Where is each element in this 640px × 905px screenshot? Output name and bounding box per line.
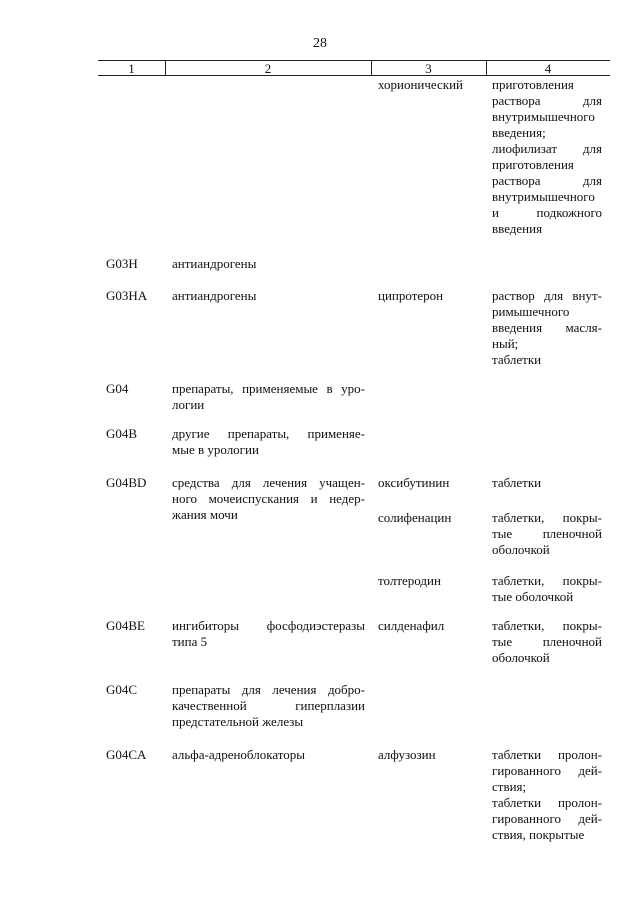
drug-name-line: силденафил xyxy=(378,618,445,633)
dosage-forms-line: таблетки xyxy=(492,352,542,367)
dosage-forms-line: таблетки, покры- xyxy=(492,573,602,588)
dosage-forms-line: тые пленочной xyxy=(492,634,602,649)
dosage-forms-line: внутримышечного xyxy=(492,109,595,124)
dosage-forms-cell xyxy=(492,288,602,368)
dosage-forms-line: введения масля- xyxy=(492,320,602,335)
pharmacological-group-line: препараты, применяемые в уро- xyxy=(172,381,365,396)
atc-code-cell: G04CA xyxy=(106,747,147,762)
dosage-forms-line: римышечного xyxy=(492,304,570,319)
dosage-forms-line: таблетки пролон- xyxy=(492,795,602,810)
drug-name-line: хорионический xyxy=(378,77,464,92)
dosage-forms-line: внутримышечного xyxy=(492,189,595,204)
dosage-forms-line: раствор для внут- xyxy=(492,288,602,303)
atc-code-cell: G03H xyxy=(106,256,138,271)
dosage-forms-line: тые оболочкой xyxy=(492,589,574,604)
atc-code-cell: G04BD xyxy=(106,475,147,490)
column-header-4: 4 xyxy=(544,61,552,76)
pharmacological-group-cell xyxy=(172,381,365,413)
atc-code-cell: G04C xyxy=(106,682,138,697)
dosage-forms-line: введения; xyxy=(492,125,546,140)
pharmacological-group-line: антиандрогены xyxy=(172,256,257,271)
drug-name-cell xyxy=(378,618,488,634)
pharmacological-group-line: жания мочи xyxy=(172,507,238,522)
dosage-forms-line: ствия; xyxy=(492,779,527,794)
atc-code-cell: G04BE xyxy=(106,618,145,633)
dosage-forms-cell xyxy=(492,618,602,666)
dosage-forms-line: таблетки, покры- xyxy=(492,618,602,633)
dosage-forms-line: приготовления xyxy=(492,77,574,92)
pharmacological-group-cell xyxy=(172,747,365,763)
pharmacological-group-line: средства для лечения учащен- xyxy=(172,475,365,490)
pharmacological-group-cell xyxy=(172,682,365,730)
dosage-forms-line: оболочкой xyxy=(492,650,550,665)
pharmacological-group-line: ингибиторы фосфодиэстеразы xyxy=(172,618,365,633)
drug-name-cell xyxy=(378,475,488,491)
column-header-3: 3 xyxy=(425,61,432,76)
pharmacological-group-line: альфа-адреноблокаторы xyxy=(172,747,306,762)
drug-name-cell xyxy=(378,288,488,304)
pharmacological-group-cell xyxy=(172,288,365,304)
drug-name-cell xyxy=(378,747,488,763)
dosage-forms-line: тые пленочной xyxy=(492,526,602,541)
atc-code-cell: G04B xyxy=(106,426,138,441)
dosage-forms-line: гированного дей- xyxy=(492,811,602,826)
pharmacological-group-cell xyxy=(172,256,365,272)
pharmacological-group-line: предстательной железы xyxy=(172,714,304,729)
dosage-forms-line: приготовления xyxy=(492,157,574,172)
drug-name-line: алфузозин xyxy=(378,747,436,762)
pharmacological-group-cell xyxy=(172,426,365,458)
pharmacological-group-line: другие препараты, применяе- xyxy=(172,426,365,441)
dosage-forms-line: введения xyxy=(492,221,543,236)
pharmacological-group-line: препараты для лечения добро- xyxy=(172,682,365,697)
pharmacological-group-line: ного мочеиспускания и недер- xyxy=(172,491,365,506)
dosage-forms-line: и подкожного xyxy=(492,205,602,220)
dosage-forms-cell xyxy=(492,77,602,237)
drug-name-cell xyxy=(378,510,488,526)
dosage-forms-cell xyxy=(492,747,602,843)
atc-code-cell: G04 xyxy=(106,381,129,396)
drug-name-cell xyxy=(378,573,488,589)
dosage-forms-cell xyxy=(492,573,602,605)
dosage-forms-cell xyxy=(492,510,602,558)
pharmacological-group-line: качественной гиперплазии xyxy=(172,698,365,713)
drug-name-line: оксибутинин xyxy=(378,475,450,490)
dosage-forms-line: ный; xyxy=(492,336,519,351)
drug-name-line: толтеродин xyxy=(378,573,441,588)
dosage-forms-line: раствора для xyxy=(492,93,602,108)
drug-name-line: солифенацин xyxy=(378,510,452,525)
page-number: 28 xyxy=(313,36,327,51)
drug-name-cell xyxy=(378,77,488,93)
pharmacological-group-line: типа 5 xyxy=(172,634,208,649)
dosage-forms-line: оболочкой xyxy=(492,542,550,557)
pharmacological-group-line: антиандрогены xyxy=(172,288,257,303)
dosage-forms-cell xyxy=(492,475,602,491)
pharmacological-group-line: логии xyxy=(172,397,205,412)
dosage-forms-line: раствора для xyxy=(492,173,602,188)
dosage-forms-line: ствия, покрытые xyxy=(492,827,585,842)
dosage-forms-line: гированного дей- xyxy=(492,763,602,778)
column-header-2: 2 xyxy=(264,61,272,76)
drug-name-line: ципротерон xyxy=(378,288,444,303)
pharmacological-group-line: мые в урологии xyxy=(172,442,259,457)
atc-code-cell: G03HA xyxy=(106,288,148,303)
column-header-1: 1 xyxy=(128,61,135,76)
dosage-forms-line: таблетки, покры- xyxy=(492,510,602,525)
dosage-forms-line: таблетки пролон- xyxy=(492,747,602,762)
dosage-forms-line: лиофилизат для xyxy=(492,141,602,156)
pharmacological-group-cell xyxy=(172,475,365,523)
pharmacological-group-cell xyxy=(172,618,365,650)
dosage-forms-line: таблетки xyxy=(492,475,542,490)
